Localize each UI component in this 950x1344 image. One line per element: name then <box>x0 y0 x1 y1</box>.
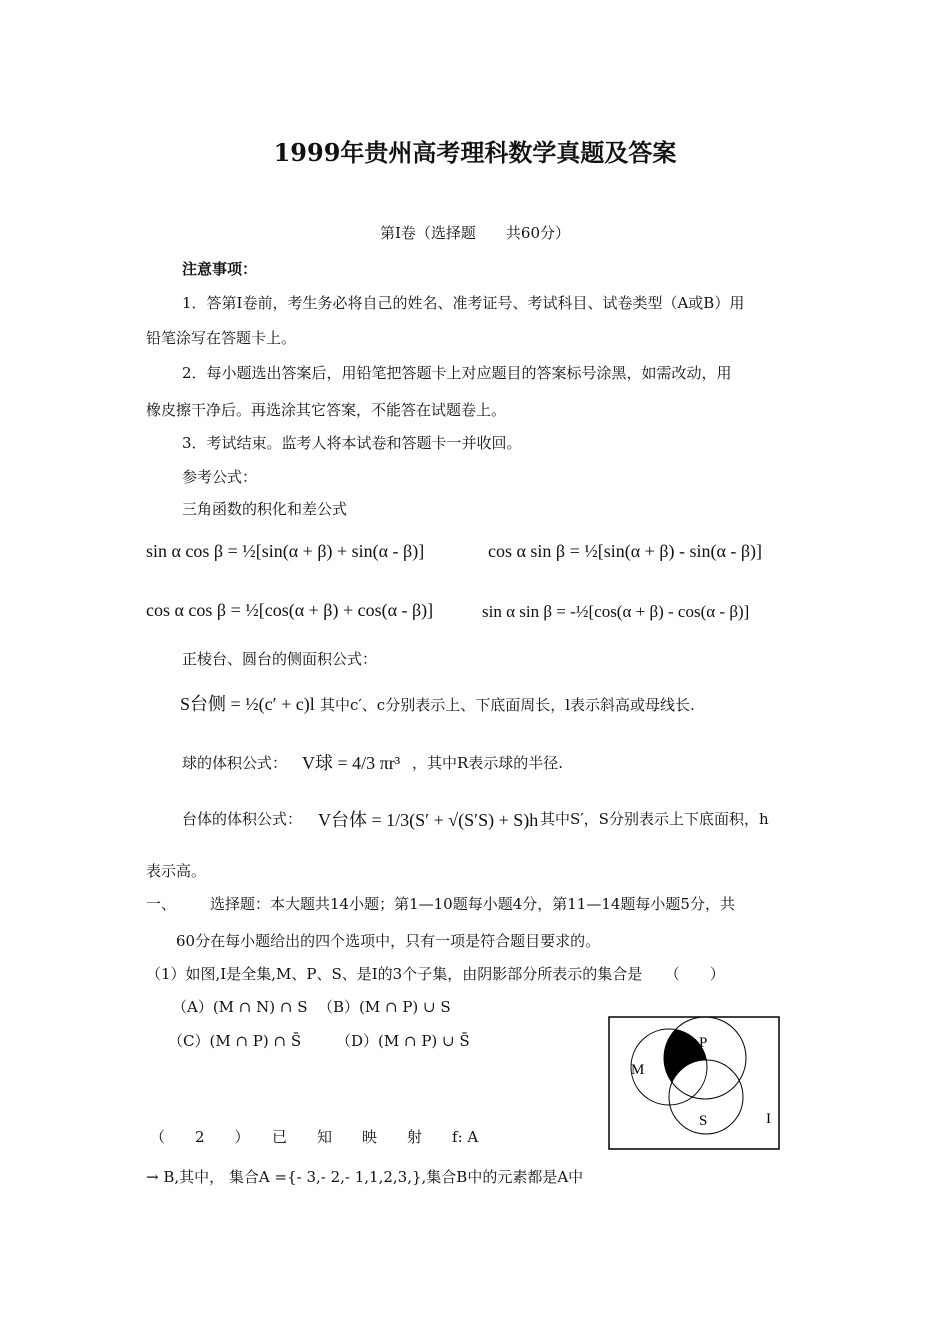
part-instructions-2: 60分在每小题给出的四个选项中，只有一项是符合题目要求的。 <box>176 932 601 950</box>
option-b: （B）(M ∩ P) ∪ S <box>318 998 451 1016</box>
trig-formula-4: sin α sin β = -½[cos(α + β) - cos(α - β)] <box>482 602 750 621</box>
notice-heading: 注意事项： <box>182 260 258 278</box>
question-1: （1）如图,I是全集,M、P、S、是I的3个子集，由阴影部分所表示的集合是 （ ） <box>146 965 725 983</box>
ref-heading: 参考公式： <box>182 468 258 486</box>
section-heading: 第I卷（选择题 共60分） <box>379 224 570 242</box>
part-number: 一、 <box>146 895 177 913</box>
frustum-formula: S台侧 = ½(c′ + c)l <box>180 694 315 714</box>
trig-formula-2: cos α sin β = ½[sin(α + β) - sin(α - β)] <box>488 541 763 561</box>
note-line: 3．考试结束。监考人将本试卷和答题卡一并收回。 <box>182 434 522 452</box>
option-a: （A）(M ∩ N) ∩ S <box>172 998 308 1016</box>
tai-formula: V台体 = 1/3(S′ + √(S′S) + S)h <box>318 810 539 830</box>
note-line: 橡皮擦干净后。再选涂其它答案，不能答在试题卷上。 <box>146 401 507 419</box>
note-line: 2．每小题选出答案后，用铅笔把答题卡上对应题目的答案标号涂黑，如需改动，用 <box>182 364 732 382</box>
tai-desc-2: 表示高。 <box>146 862 207 880</box>
venn-label-i: I <box>766 1111 771 1127</box>
shaded-region <box>605 1013 785 1155</box>
venn-label-p: P <box>699 1035 708 1051</box>
page-title: 1999年贵州高考理科数学真题及答案 <box>273 138 677 167</box>
trig-heading: 三角函数的积化和差公式 <box>182 500 348 518</box>
sphere-formula: V球 = 4/3 πr³ <box>302 753 401 773</box>
trig-formula-1: sin α cos β = ½[sin(α + β) + sin(α - β)] <box>146 541 425 561</box>
option-c: （C）(M ∩ P) ∩ S̄ <box>168 1032 302 1050</box>
question-2: （ 2 ） 已 知 映 射 f: A <box>150 1128 479 1146</box>
trig-formula-3: cos α cos β = ½[cos(α + β) + cos(α - β)] <box>146 600 434 620</box>
venn-diagram <box>605 1013 785 1155</box>
venn-label-s: S <box>699 1113 708 1129</box>
note-line: 1．答第I卷前，考生务必将自己的姓名、准考证号、考试科目、试卷类型（A或B）用 <box>182 294 745 312</box>
venn-label-m: M <box>631 1062 645 1078</box>
frustum-heading: 正棱台、圆台的侧面积公式： <box>182 650 378 668</box>
frustum-desc: 其中c′、c分别表示上、下底面周长，l表示斜高或母线长. <box>320 696 695 714</box>
tai-label: 台体的体积公式： <box>182 810 303 828</box>
part-instructions: 选择题：本大题共14小题；第1—10题每小题4分，第11—14题每小题5分，共 <box>210 895 735 913</box>
option-d: （D）(M ∩ P) ∪ S̄ <box>336 1032 470 1050</box>
question-2-cont: → B,其中， 集合A ={- 3,- 2,- 1,1,2,3,},集合B中的元素都是A中 <box>146 1168 584 1186</box>
sphere-label: 球的体积公式： <box>182 754 288 772</box>
sphere-desc: ，其中R表示球的半径. <box>412 754 564 772</box>
tai-desc: ，其中S′，S分别表示上下底面积，h <box>525 810 769 828</box>
note-line: 铅笔涂写在答题卡上。 <box>146 329 297 347</box>
